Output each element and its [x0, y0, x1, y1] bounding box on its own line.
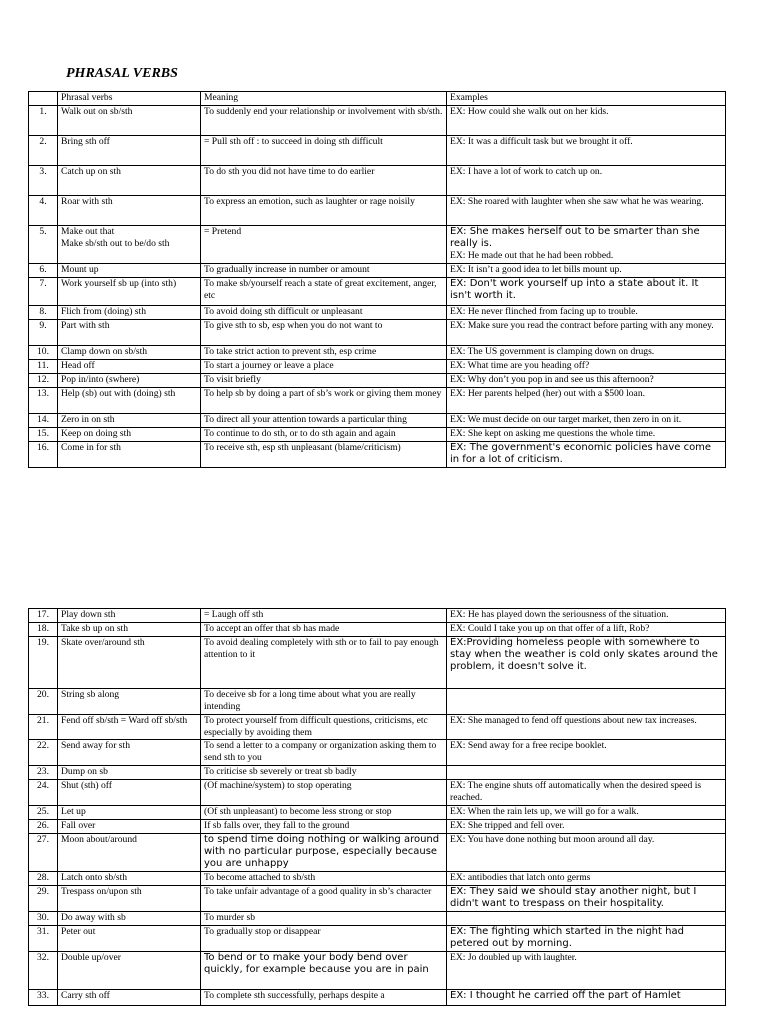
example-cell: [447, 623, 726, 637]
meaning-cell: To continue to do sth, or to do sth again and again: [201, 428, 447, 442]
meaning-cell: (Of machine/system) to stop operating: [201, 780, 447, 806]
row-number: 20.: [29, 689, 58, 715]
phrasal-verb-cell: [58, 740, 201, 766]
phrasal-verb-cell: [58, 374, 201, 388]
phrasal-verb: Latch onto sb/sth: [61, 872, 128, 883]
example-cell: [447, 780, 726, 806]
phrasal-verb: Zero in on sth: [61, 414, 115, 425]
example-cell: [447, 637, 726, 689]
table-row: [29, 388, 726, 414]
table-row: [29, 834, 726, 872]
phrasal-verb: Send away for sth: [61, 740, 131, 751]
example-cell: [447, 990, 726, 1006]
phrasal-verb-cell: [58, 886, 201, 912]
row-number: 1.: [29, 106, 58, 136]
table-row: [29, 414, 726, 428]
table-row: [29, 926, 726, 952]
row-number: 8.: [29, 306, 58, 320]
example-text: EX: I have a lot of work to catch up on.: [450, 166, 603, 177]
example-text: EX: How could she walk out on her kids.: [450, 106, 609, 117]
row-number: 7.: [29, 278, 58, 306]
phrasal-verb: Carry sth off: [61, 990, 110, 1001]
phrasal-verb-cell: [58, 278, 201, 306]
table-row: [29, 872, 726, 886]
row-number: 26.: [29, 820, 58, 834]
example-text: EX: The fighting which started in the night had petered out by morning.: [450, 926, 684, 949]
table-row: [29, 609, 726, 623]
meaning-cell: To deceive sb for a long time about what you are really intending: [201, 689, 447, 715]
table-row: [29, 360, 726, 374]
row-number: 14.: [29, 414, 58, 428]
phrasal-verb: Flich from (doing) sth: [61, 306, 147, 317]
phrasal-verb-cell: [58, 320, 201, 346]
table-row: [29, 886, 726, 912]
meaning-cell: = Laugh off sth: [201, 609, 447, 623]
example-text: EX: She makes herself out to be smarter than she really is.: [450, 226, 700, 249]
example-cell: [447, 428, 726, 442]
phrasal-verbs-table-2: [28, 608, 726, 1006]
phrasal-verb: Trespass on/upon sth: [61, 886, 142, 897]
phrasal-verb-cell: [58, 990, 201, 1006]
example-text: EX: Send away for a free recipe booklet.: [450, 740, 607, 751]
meaning-cell: To murder sb: [201, 912, 447, 926]
phrasal-verb-alt: Make sb/sth out to be/do sth: [61, 238, 170, 249]
header-num: [29, 92, 58, 106]
row-number: 22.: [29, 740, 58, 766]
example-cell: [447, 715, 726, 740]
example-text: EX: The government's economic policies have come in for a lot of criticism.: [450, 442, 712, 465]
phrasal-verb-cell: [58, 264, 201, 278]
example-text: EX: She tripped and fell over.: [450, 820, 565, 831]
phrasal-verb: Let up: [61, 806, 86, 817]
meaning-cell: To criticise sb severely or treat sb badly: [201, 766, 447, 780]
header-examples: Examples: [447, 92, 726, 106]
meaning-cell: To send a letter to a company or organization asking them to send sth to you: [201, 740, 447, 766]
row-number: 29.: [29, 886, 58, 912]
phrasal-verb-cell: [58, 806, 201, 820]
row-number: 17.: [29, 609, 58, 623]
phrasal-verb-cell: [58, 226, 201, 264]
row-number: 19.: [29, 637, 58, 689]
table-row: [29, 442, 726, 468]
example-cell: [447, 106, 726, 136]
meaning-cell: To make sb/yourself reach a state of great excitement, anger, etc: [201, 278, 447, 306]
phrasal-verb: String sb along: [61, 689, 120, 700]
example-cell: [447, 609, 726, 623]
phrasal-verb: Fall over: [61, 820, 96, 831]
example-text: EX: He never flinched from facing up to trouble.: [450, 306, 638, 317]
row-number: 32.: [29, 952, 58, 990]
phrasal-verb-cell: [58, 609, 201, 623]
example-text: EX: antibodies that latch onto germs: [450, 872, 591, 883]
meaning-cell: To receive sth, esp sth unpleasant (blame/criticism): [201, 442, 447, 468]
meaning-cell: To avoid doing sth difficult or unpleasant: [201, 306, 447, 320]
row-number: 6.: [29, 264, 58, 278]
meaning-cell: To take strict action to prevent sth, esp crime: [201, 346, 447, 360]
example-text: EX: Could I take you up on that offer of a lift, Rob?: [450, 623, 650, 634]
phrasal-verb-cell: [58, 820, 201, 834]
meaning-cell: To accept an offer that sb has made: [201, 623, 447, 637]
meaning-cell: (Of sth unpleasant) to become less strong or stop: [201, 806, 447, 820]
phrasal-verb-cell: [58, 136, 201, 166]
meaning-cell: To avoid dealing completely with sth or to fail to pay enough attention to it: [201, 637, 447, 689]
table-row: [29, 106, 726, 136]
example-cell: [447, 740, 726, 766]
example-cell: [447, 806, 726, 820]
row-number: 12.: [29, 374, 58, 388]
phrasal-verb-cell: [58, 428, 201, 442]
phrasal-verb: Moon about/around: [61, 834, 137, 845]
phrasal-verb: Take sb up on sth: [61, 623, 129, 634]
row-number: 21.: [29, 715, 58, 740]
phrasal-verb-cell: [58, 166, 201, 196]
phrasal-verb: Clamp down on sb/sth: [61, 346, 148, 357]
meaning-cell: To gradually stop or disappear: [201, 926, 447, 952]
meaning-cell: If sb falls over, they fall to the ground: [201, 820, 447, 834]
table-row: [29, 990, 726, 1006]
example-cell: [447, 952, 726, 990]
page-title: PHRASAL VERBS: [66, 66, 178, 81]
table-row: [29, 278, 726, 306]
phrasal-verb-cell: [58, 766, 201, 780]
meaning-cell: = Pull sth off : to succeed in doing sth difficult: [201, 136, 447, 166]
table-row: [29, 766, 726, 780]
example-text: EX: They said we should stay another night, but I didn't want to trespass on their hospitality.: [450, 886, 697, 909]
phrasal-verb: Bring sth off: [61, 136, 110, 147]
example-cell: [447, 360, 726, 374]
row-number: 9.: [29, 320, 58, 346]
row-number: 33.: [29, 990, 58, 1006]
row-number: 27.: [29, 834, 58, 872]
example-text: EX: You have done nothing but moon around all day.: [450, 834, 655, 845]
phrasal-verb-cell: [58, 442, 201, 468]
phrasal-verb: Catch up on sth: [61, 166, 121, 177]
meaning-cell: To protect yourself from difficult questions, criticisms, etc especially by avoiding them: [201, 715, 447, 740]
meaning-cell: = Pretend: [201, 226, 447, 264]
phrasal-verb-cell: [58, 196, 201, 226]
meaning-cell: To suddenly end your relationship or involvement with sb/sth.: [201, 106, 447, 136]
phrasal-verb-cell: [58, 912, 201, 926]
row-number: 18.: [29, 623, 58, 637]
meaning-cell: To give sth to sb, esp when you do not want to: [201, 320, 447, 346]
example-text: EX: I thought he carried off the part of Hamlet: [450, 990, 681, 1001]
table-row: [29, 428, 726, 442]
table-header-row: [29, 92, 726, 106]
phrasal-verb: Help (sb) out with (doing) sth: [61, 388, 176, 399]
example-text: EX: Her parents helped (her) out with a $500 loan.: [450, 388, 646, 399]
example-text: EX: The engine shuts off automatically when the desired speed is reached.: [450, 780, 702, 803]
row-number: 2.: [29, 136, 58, 166]
table-row: [29, 166, 726, 196]
phrasal-verb-cell: [58, 834, 201, 872]
row-number: 10.: [29, 346, 58, 360]
phrasal-verb: Work yourself sb up (into sth): [61, 278, 177, 289]
phrasal-verb: Play down sth: [61, 609, 116, 620]
example-text: EX: Why don’t you pop in and see us this afternoon?: [450, 374, 654, 385]
phrasal-verb-cell: [58, 952, 201, 990]
meaning-cell: To complete sth successfully, perhaps despite a: [201, 990, 447, 1006]
example-cell: [447, 226, 726, 264]
example-cell: [447, 136, 726, 166]
example-text: EX: What time are you heading off?: [450, 360, 590, 371]
phrasal-verb: Make out that: [61, 226, 115, 237]
row-number: 31.: [29, 926, 58, 952]
row-number: 5.: [29, 226, 58, 264]
example-text: EX: The US government is clamping down on drugs.: [450, 346, 655, 357]
example-cell: [447, 346, 726, 360]
example-text: EX: We must decide on our target market, then zero in on it.: [450, 414, 682, 425]
phrasal-verb: Part with sth: [61, 320, 110, 331]
example-cell: [447, 388, 726, 414]
meaning-cell: To gradually increase in number or amount: [201, 264, 447, 278]
phrasal-verb-cell: [58, 872, 201, 886]
phrasal-verb: Skate over/around sth: [61, 637, 145, 648]
row-number: 24.: [29, 780, 58, 806]
example-cell: [447, 196, 726, 226]
table-row: [29, 715, 726, 740]
example-text: EX: It was a difficult task but we brought it off.: [450, 136, 633, 147]
example-cell: [447, 166, 726, 196]
row-number: 15.: [29, 428, 58, 442]
example-cell: [447, 834, 726, 872]
example-cell: [447, 886, 726, 912]
phrasal-verb: Keep on doing sth: [61, 428, 132, 439]
example-cell: [447, 689, 726, 715]
table-row: [29, 374, 726, 388]
table-row: [29, 306, 726, 320]
meaning-cell: To do sth you did not have time to do earlier: [201, 166, 447, 196]
table-row: [29, 912, 726, 926]
meaning-cell: To bend or to make your body bend over quickly, for example because you are in pain: [201, 952, 447, 990]
phrasal-verb: Fend off sb/sth = Ward off sb/sth: [61, 715, 188, 726]
example-text: EX: She managed to fend off questions about new tax increases.: [450, 715, 697, 726]
row-number: 3.: [29, 166, 58, 196]
phrasal-verb-cell: [58, 715, 201, 740]
table-row: [29, 623, 726, 637]
table-row: [29, 780, 726, 806]
row-number: 23.: [29, 766, 58, 780]
phrasal-verb-cell: [58, 414, 201, 428]
example-cell: [447, 872, 726, 886]
phrasal-verb: Roar with sth: [61, 196, 113, 207]
example-text: EX: Jo doubled up with laughter.: [450, 952, 577, 963]
table-row: [29, 740, 726, 766]
meaning-cell: to spend time doing nothing or walking around with no particular purpose, especially because you are unhappy: [201, 834, 447, 872]
example-cell: [447, 926, 726, 952]
phrasal-verb-cell: [58, 623, 201, 637]
table-row: [29, 952, 726, 990]
table-row: [29, 226, 726, 264]
phrasal-verb-cell: [58, 306, 201, 320]
table-row: [29, 320, 726, 346]
phrasal-verb-cell: [58, 388, 201, 414]
phrasal-verb-cell: [58, 346, 201, 360]
meaning-cell: To visit briefly: [201, 374, 447, 388]
phrasal-verb: Shut (sth) off: [61, 780, 112, 791]
phrasal-verb-cell: [58, 689, 201, 715]
table-row: [29, 806, 726, 820]
example-text: EX: Don't work yourself up into a state about it. It isn't worth it.: [450, 278, 699, 301]
meaning-cell: To start a journey or leave a place: [201, 360, 447, 374]
example-cell: [447, 278, 726, 306]
example-cell: [447, 442, 726, 468]
meaning-cell: To direct all your attention towards a particular thing: [201, 414, 447, 428]
example-text-alt: EX: He made out that he had been robbed.: [450, 250, 614, 261]
phrasal-verb: Walk out on sb/sth: [61, 106, 133, 117]
table-row: [29, 637, 726, 689]
phrasal-verbs-table-1: [28, 91, 726, 468]
example-text: EX: She kept on asking me questions the whole time.: [450, 428, 656, 439]
example-cell: [447, 320, 726, 346]
example-cell: [447, 912, 726, 926]
phrasal-verb: Mount up: [61, 264, 99, 275]
example-text: EX: He has played down the seriousness of the situation.: [450, 609, 669, 620]
row-number: 16.: [29, 442, 58, 468]
phrasal-verb-cell: [58, 360, 201, 374]
example-cell: [447, 264, 726, 278]
table-row: [29, 820, 726, 834]
example-cell: [447, 766, 726, 780]
table-row: [29, 136, 726, 166]
table-row: [29, 264, 726, 278]
row-number: 30.: [29, 912, 58, 926]
example-text: EX: Make sure you read the contract before parting with any money.: [450, 320, 714, 331]
table-row: [29, 346, 726, 360]
phrasal-verb: Head off: [61, 360, 95, 371]
phrasal-verb-cell: [58, 926, 201, 952]
example-cell: [447, 374, 726, 388]
row-number: 4.: [29, 196, 58, 226]
phrasal-verb: Double up/over: [61, 952, 121, 963]
phrasal-verb-cell: [58, 637, 201, 689]
phrasal-verb-cell: [58, 780, 201, 806]
row-number: 28.: [29, 872, 58, 886]
meaning-cell: To take unfair advantage of a good quality in sb’s character: [201, 886, 447, 912]
phrasal-verb: Do away with sb: [61, 912, 126, 923]
example-text: EX:Providing homeless people with somewhere to stay when the weather is cold only skates around the problem, it doesn't solve it.: [450, 637, 718, 672]
meaning-cell: To express an emotion, such as laughter or rage noisily: [201, 196, 447, 226]
example-cell: [447, 820, 726, 834]
phrasal-verb: Dump on sb: [61, 766, 108, 777]
row-number: 11.: [29, 360, 58, 374]
meaning-cell: To help sb by doing a part of sb’s work or giving them money: [201, 388, 447, 414]
meaning-cell: To become attached to sb/sth: [201, 872, 447, 886]
phrasal-verb: Pop in/into (swhere): [61, 374, 140, 385]
example-text: EX: She roared with laughter when she saw what he was wearing.: [450, 196, 704, 207]
header-meaning: Meaning: [201, 92, 447, 106]
phrasal-verb: Peter out: [61, 926, 96, 937]
example-text: EX: It isn’t a good idea to let bills mount up.: [450, 264, 622, 275]
example-cell: [447, 414, 726, 428]
table-row: [29, 196, 726, 226]
example-cell: [447, 306, 726, 320]
phrasal-verb-cell: [58, 106, 201, 136]
row-number: 13.: [29, 388, 58, 414]
header-phrasal-verbs: Phrasal verbs: [58, 92, 201, 106]
example-text: EX: When the rain lets up, we will go for a walk.: [450, 806, 639, 817]
table-row: [29, 689, 726, 715]
phrasal-verb: Come in for sth: [61, 442, 121, 453]
row-number: 25.: [29, 806, 58, 820]
